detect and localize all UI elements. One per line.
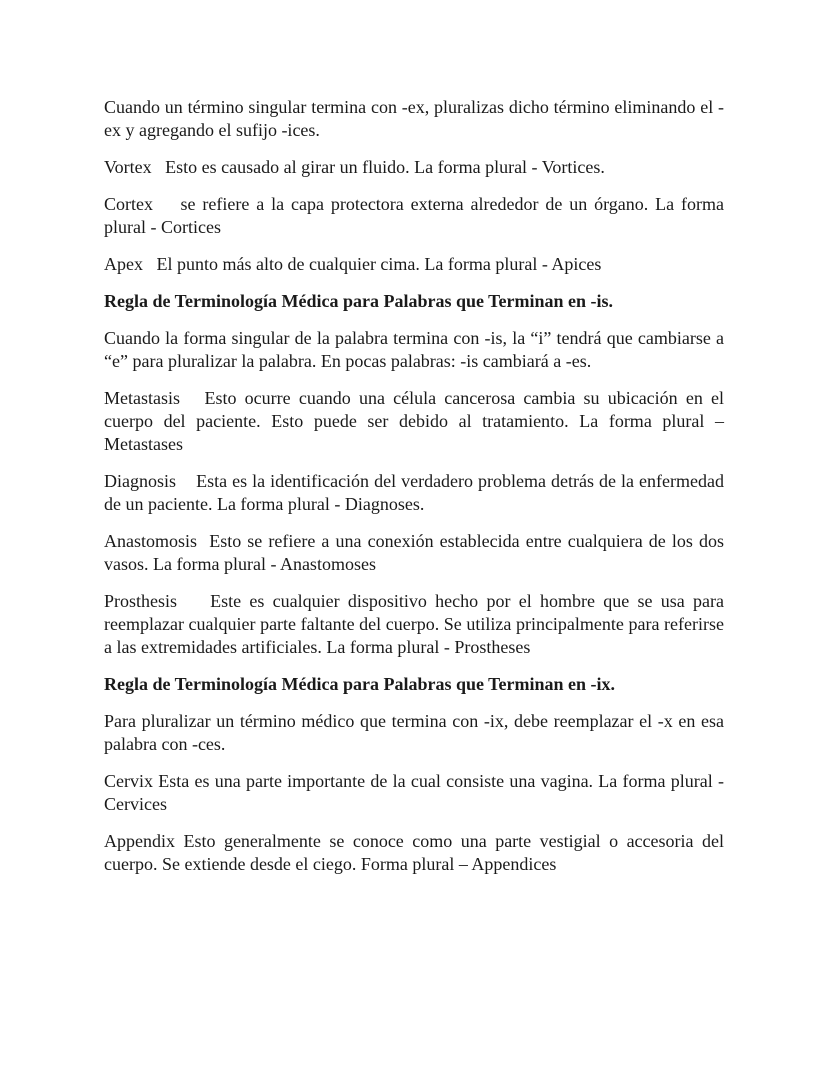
heading-text: Regla de Terminología Médica para Palabras que Terminan en -is. [104,291,614,311]
entry-cervix [104,770,724,816]
entry-diagnosis [104,470,724,516]
entry-term: Cortex [104,194,181,214]
heading-ix-rule [104,673,724,696]
entry-text: Esto se refiere a una conexión establecida entre cualquiera de los dos vasos. La forma plural - Anastomoses [104,531,724,574]
entry-text: Esta es una parte importante de la cual consiste una vagina. La forma plural - Cervices [104,771,724,814]
entry-prosthesis [104,590,724,659]
entry-text: Esto es causado al girar un fluido. La forma plural - Vortices. [165,157,605,177]
paragraph-text: Cuando un término singular termina con -ex, pluralizas dicho término eliminando el -ex y agregando el sufijo -ices. [104,97,724,140]
paragraph-ex-rule [104,96,724,142]
heading-is-rule [104,290,724,313]
entry-appendix [104,830,724,876]
entry-apex [104,253,724,276]
entry-text: Esta es la identificación del verdadero problema detrás de la enfermedad de un paciente. La forma plural - Diagnoses. [104,471,725,514]
entry-term: Metastasis [104,388,205,408]
entry-term: Diagnosis [104,471,197,491]
paragraph-is-rule [104,327,724,373]
entry-text: Este es cualquier dispositivo hecho por el hombre que se usa para reemplazar cualquier parte faltante del cuerpo. Se utiliza principalmente para referirse a las extremidades artificiales. La forma plural - Prostheses [104,591,725,657]
entry-term: Vortex [104,157,166,177]
document-page [104,96,724,890]
entry-text: Esto generalmente se conoce como una parte vestigial o accesoria del cuerpo. Se extiende desde el ciego. Forma plural – Appendices [104,831,724,874]
entry-text: El punto más alto de cualquier cima. La forma plural - Apices [156,254,602,274]
entry-term: Anastomosis [104,531,210,551]
entry-cortex [104,193,724,239]
entry-term: Apex [104,254,157,274]
paragraph-ix-rule [104,710,724,756]
entry-term: Appendix [104,831,184,851]
paragraph-text: Cuando la forma singular de la palabra termina con -is, la “i” tendrá que cambiarse a “e” para pluralizar la palabra. En pocas palabras: -is cambiará a -es. [104,328,724,371]
paragraph-text: Para pluralizar un término médico que termina con -ix, debe reemplazar el -x en esa palabra con -ces. [104,711,724,754]
entry-text: Esto ocurre cuando una célula cancerosa cambia su ubicación en el cuerpo del paciente. Esto puede ser debido al tratamiento. La forma plural – Metastases [104,388,724,454]
entry-anastomosis [104,530,724,576]
heading-text: Regla de Terminología Médica para Palabras que Terminan en -ix. [104,674,616,694]
entry-term: Prosthesis [104,591,211,611]
entry-term: Cervix [104,771,159,791]
entry-text: se refiere a la capa protectora externa alrededor de un órgano. La forma plural - Cortices [104,194,724,237]
entry-vortex [104,156,724,179]
entry-metastasis [104,387,724,456]
